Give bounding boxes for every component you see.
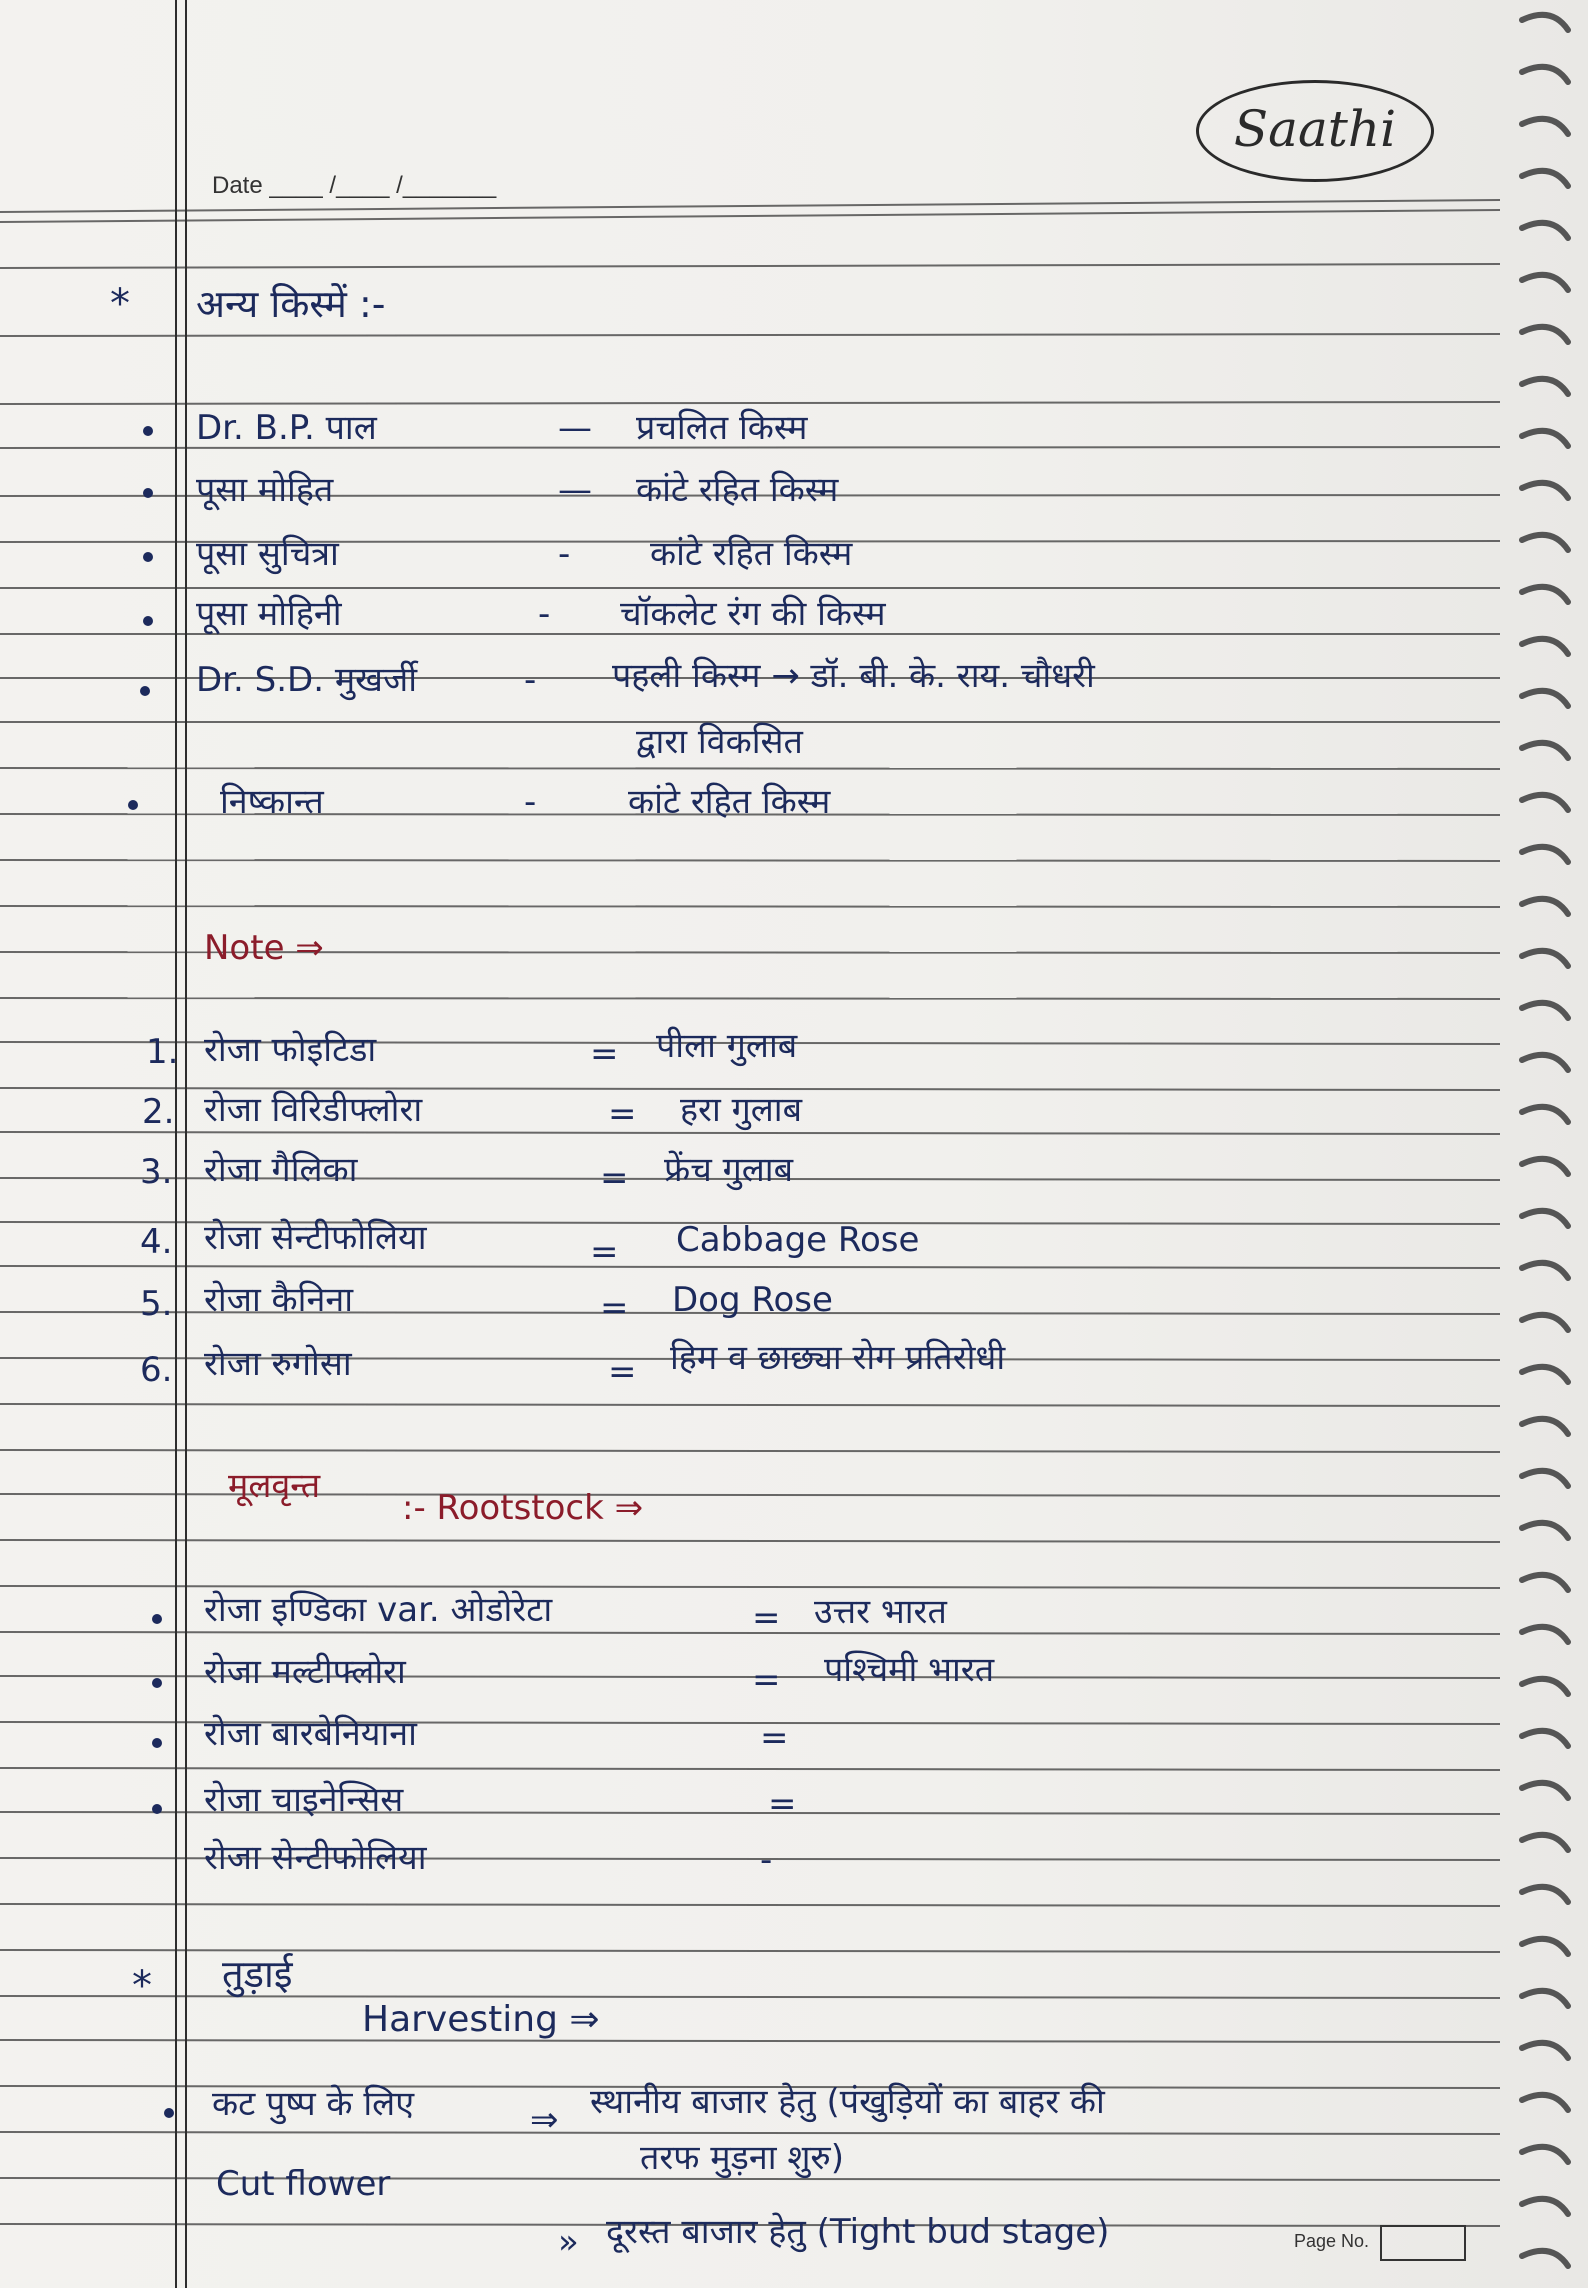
date-label: Date ____ /____ /_______ [212, 172, 497, 199]
variety-separator: — [558, 408, 592, 448]
variety-description: कांटे रहित किस्म [628, 782, 831, 822]
harvesting-heading-hindi: तुड़ाई [222, 1952, 293, 1996]
equals-sign: = [608, 1094, 637, 1134]
rootstock-region: उत्तर भारत [814, 1592, 947, 1632]
rootstock-name: रोजा इण्डिका var. ओडोरेटा [204, 1590, 553, 1630]
equals-sign: = [752, 1660, 781, 1700]
equals-sign: = [590, 1232, 619, 1272]
note-number: 2. [142, 1092, 175, 1132]
bullet [164, 2108, 174, 2118]
variety-name: Dr. S.D. मुखर्जी [196, 660, 418, 700]
equals-sign: = [760, 1718, 789, 1758]
species-name: रोजा कैनिना [204, 1280, 354, 1320]
bullet [128, 800, 138, 810]
species-name: रोजा रुगोसा [204, 1344, 352, 1384]
cut-flower-label: कट पुष्प के लिए [212, 2084, 415, 2124]
equals-sign: = [752, 1598, 781, 1638]
variety-name: पूसा मोहिनी [196, 594, 342, 634]
species-name: रोजा सेन्टीफोलिया [204, 1218, 427, 1258]
species-name: रोजा विरिडीफ्लोरा [204, 1090, 423, 1130]
rootstock-heading-hindi: मूलवृन्त [228, 1466, 321, 1506]
note-label: Note ⇒ [204, 928, 324, 968]
species-common-name: फ्रेंच गुलाब [664, 1150, 794, 1190]
variety-name: Dr. B.P. पाल [196, 408, 377, 448]
note-number: 4. [140, 1222, 173, 1262]
arrow-local: ⇒ [530, 2100, 559, 2140]
species-common-name: Dog Rose [672, 1280, 833, 1320]
star-marker: * [110, 281, 130, 327]
equals-sign: - [760, 1840, 773, 1880]
local-market-text-continued: तरफ मुड़ना शुरु) [640, 2138, 845, 2178]
variety-description-continued: द्वारा विकसित [636, 722, 803, 762]
rootstock-region: पश्चिमी भारत [824, 1650, 995, 1690]
variety-description: कांटे रहित किस्म [650, 534, 853, 574]
arrow-remote: » [558, 2222, 579, 2262]
species-common-name: पीला गुलाब [656, 1026, 798, 1066]
species-common-name: हिम व छाछ्या रोग प्रतिरोधी [670, 1338, 1006, 1378]
bullet [143, 488, 153, 498]
variety-description: चॉकलेट रंग की किस्म [620, 594, 886, 634]
star-marker: * [132, 1963, 152, 2009]
note-number: 1. [146, 1032, 179, 1072]
page-no-box [1380, 2225, 1466, 2261]
variety-description: पहली किस्म → डॉ. बी. के. राय. चौधरी [612, 656, 1095, 696]
note-number: 6. [140, 1350, 173, 1390]
page-no-label: Page No. [1294, 2231, 1370, 2251]
variety-separator: - [524, 782, 537, 822]
bullet [143, 616, 153, 626]
note-number: 5. [140, 1284, 173, 1324]
variety-separator: - [538, 594, 551, 634]
species-common-name: Cabbage Rose [676, 1220, 920, 1260]
distant-market-text: दूरस्त बाजार हेतु (Tight bud stage) [606, 2212, 1110, 2252]
variety-name: पूसा मोहित [196, 470, 334, 510]
variety-description: प्रचलित किस्म [636, 408, 808, 448]
equals-sign: = [608, 1352, 637, 1392]
bullet [152, 1804, 162, 1814]
species-name: रोजा गैलिका [204, 1150, 358, 1190]
local-market-text: स्थानीय बाजार हेतु (पंखुड़ियों का बाहर की [590, 2082, 1105, 2122]
brand-logo: Saathi [1196, 80, 1434, 182]
bullet [152, 1678, 162, 1688]
variety-separator: - [558, 534, 571, 574]
rootstock-heading-english: :- Rootstock ⇒ [402, 1488, 644, 1528]
variety-separator: — [558, 470, 592, 510]
bullet [152, 1738, 162, 1748]
equals-sign: = [768, 1784, 797, 1824]
rootstock-name: रोजा सेन्टीफोलिया [204, 1838, 427, 1878]
cut-flower-label-english: Cut flower [216, 2164, 391, 2204]
variety-name: पूसा सुचित्रा [196, 534, 339, 574]
species-name: रोजा फोइटिडा [204, 1030, 377, 1070]
rootstock-name: रोजा मल्टीफ्लोरा [204, 1652, 406, 1692]
equals-sign: = [600, 1158, 629, 1198]
bullet [143, 552, 153, 562]
rootstock-name: रोजा चाइनेन्सिस [204, 1780, 404, 1820]
variety-name: निष्कान्त [220, 782, 324, 822]
variety-description: कांटे रहित किस्म [636, 470, 839, 510]
species-common-name: हरा गुलाब [680, 1090, 802, 1130]
rootstock-name: रोजा बारबेनियाना [204, 1714, 417, 1754]
bullet [143, 426, 153, 436]
equals-sign: = [590, 1034, 619, 1074]
heading-other-varieties: अन्य किस्में :- [196, 282, 386, 326]
equals-sign: = [600, 1288, 629, 1328]
variety-separator: - [524, 660, 537, 700]
harvesting-heading-english: Harvesting ⇒ [362, 1999, 600, 2040]
bullet [152, 1614, 162, 1624]
bullet [140, 686, 150, 696]
note-number: 3. [140, 1152, 173, 1192]
spiral-binding [1510, 0, 1588, 2288]
